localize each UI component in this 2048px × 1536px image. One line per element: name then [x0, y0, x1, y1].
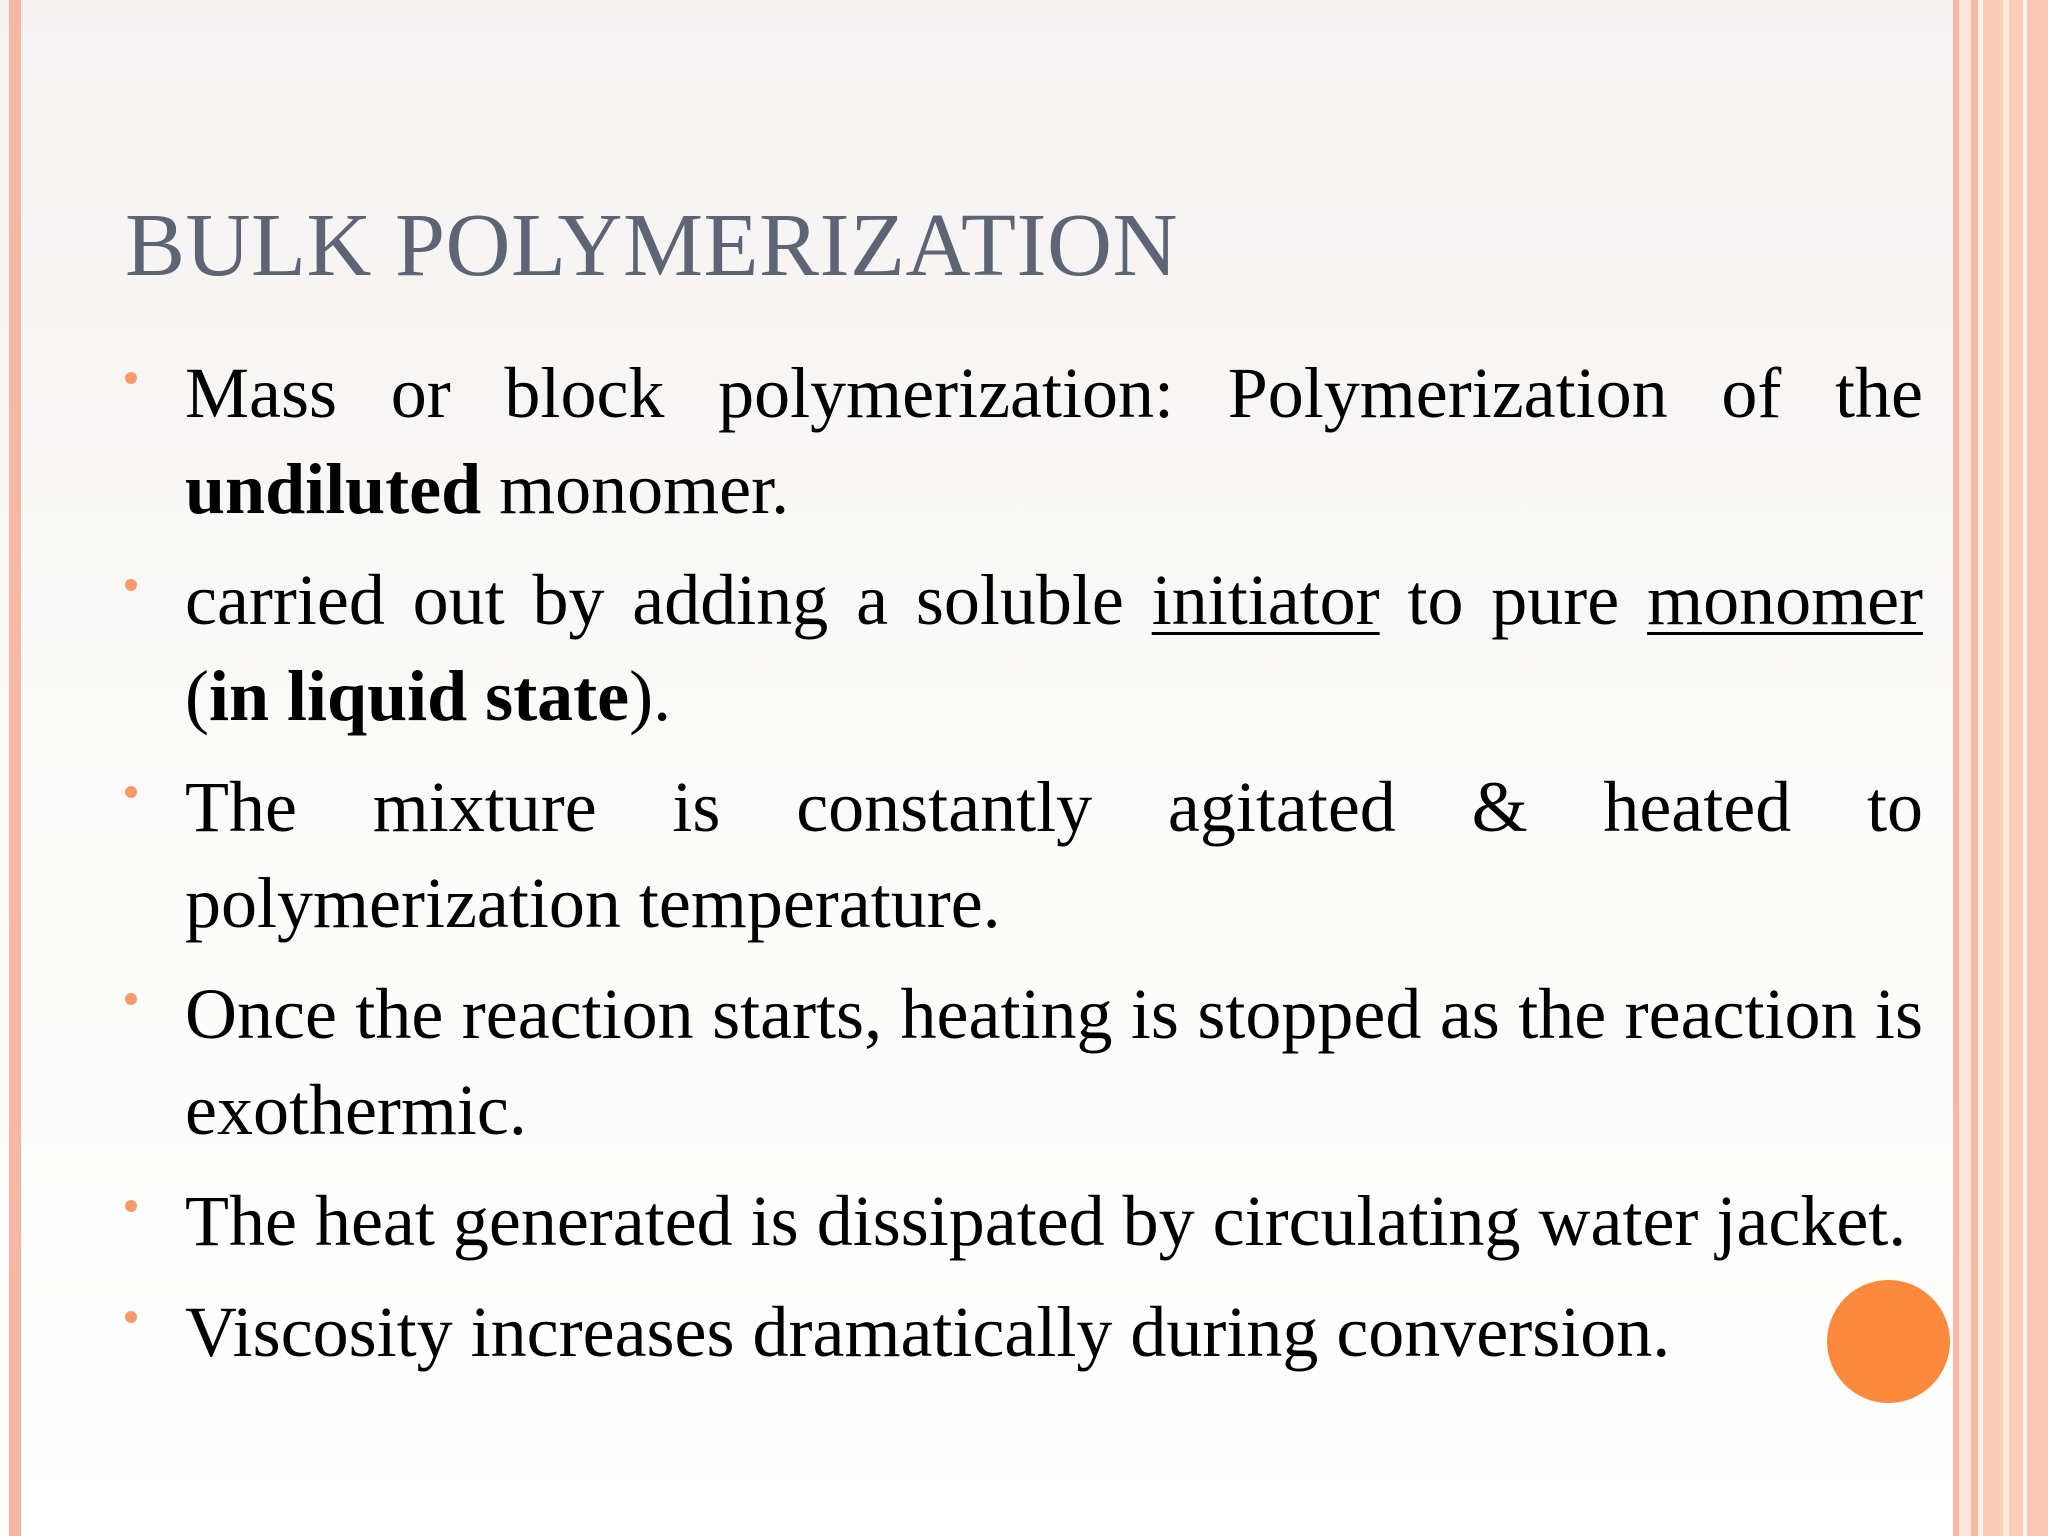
bullet-text: [185, 345, 1923, 537]
slide-title: BULK POLYMERIZATION: [125, 196, 1178, 295]
bullet-text: The heat generated is dissipated by circulating water jacket.: [185, 1181, 1907, 1261]
bullet-item: [0, 966, 2048, 1158]
bullet-item: [0, 1173, 2048, 1269]
bullet-text: Once the reaction starts, heating is stopped as the reaction is exothermic.: [185, 974, 1923, 1150]
bullet-list: [0, 345, 2048, 1395]
bullet-dot-icon: [125, 1311, 137, 1323]
bullet-item: [0, 1284, 2048, 1380]
bullet-text: [185, 552, 1923, 744]
orange-circle-icon: [1827, 1280, 1950, 1403]
bullet-dot-icon: [125, 579, 137, 591]
bullet-text-segment: monomer.: [481, 449, 790, 529]
bullet-text-segment: Mass or block polymerization: Polymerization of the: [185, 353, 1923, 433]
bullet-text-segment: ).: [629, 656, 672, 736]
bullet-item: [0, 552, 2048, 744]
bullet-text-segment: to pure: [1379, 560, 1648, 640]
bullet-item: [0, 759, 2048, 951]
bullet-dot-icon: [125, 786, 137, 798]
bold-term-liquid-state: in liquid state: [208, 656, 630, 736]
underlined-term-initiator: initiator: [1151, 560, 1380, 640]
bullet-text-segment: carried out by adding a soluble: [185, 560, 1152, 640]
bullet-dot-icon: [125, 1200, 137, 1212]
bullet-dot-icon: [125, 993, 137, 1005]
bullet-item: [0, 345, 2048, 537]
bullet-text: The mixture is constantly agitated & heated to polymerization temperature.: [185, 767, 1923, 943]
bullet-dot-icon: [125, 372, 137, 384]
bold-term-undiluted: undiluted: [185, 449, 482, 529]
bullet-text: Viscosity increases dramatically during conversion.: [185, 1292, 1671, 1372]
underlined-term-monomer: monomer: [1647, 560, 1924, 640]
bullet-text-segment: (: [185, 656, 209, 736]
